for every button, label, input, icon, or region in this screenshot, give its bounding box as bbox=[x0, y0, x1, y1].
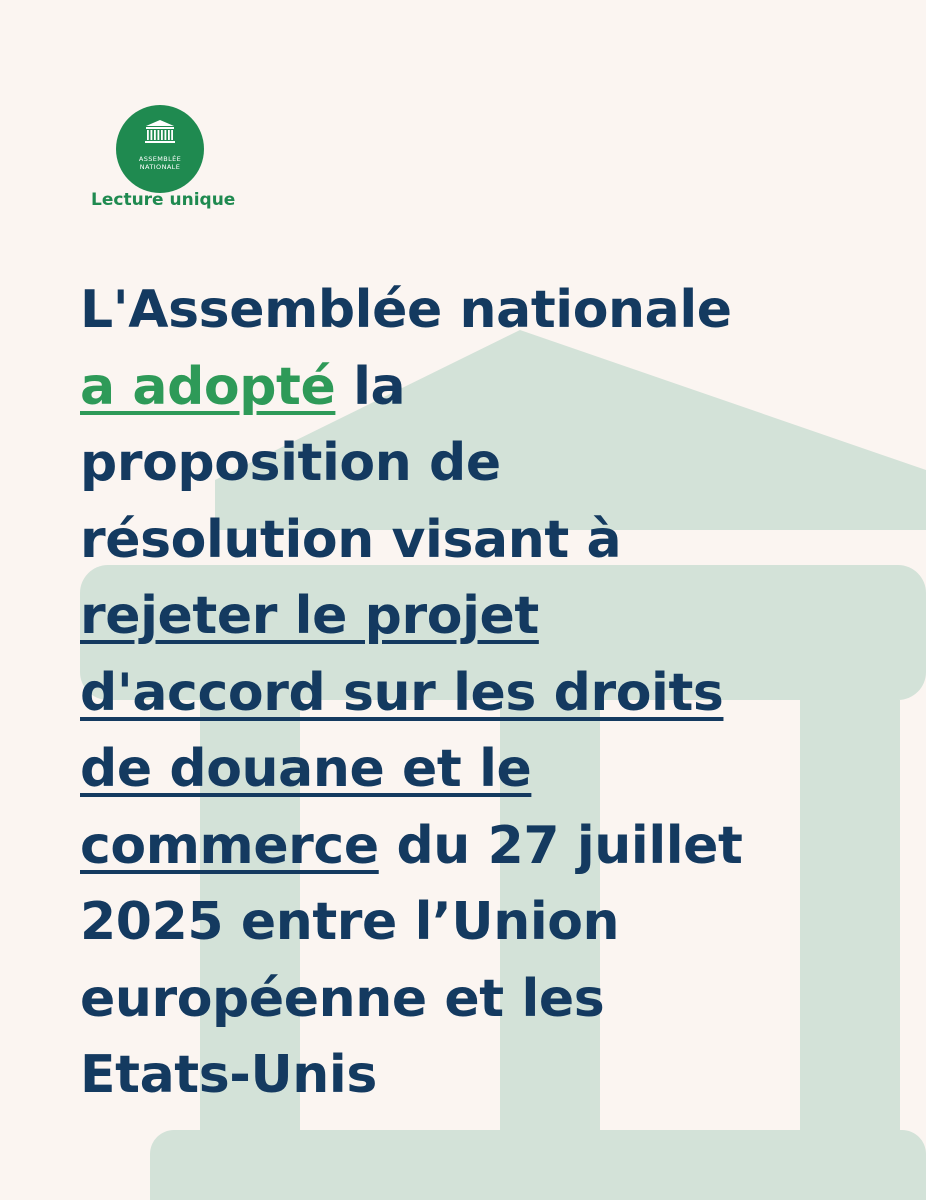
headline-line-5 bbox=[80, 578, 900, 655]
headline bbox=[80, 272, 900, 1114]
assemblee-nationale-building-icon bbox=[116, 105, 204, 155]
logo-text-line1: ASSEMBLÉE bbox=[138, 155, 182, 163]
headline-line-8-rest: du 27 juillet bbox=[378, 815, 743, 876]
headline-line-11: Etats-Unis bbox=[80, 1045, 377, 1105]
project-link-part-4[interactable]: commerce bbox=[80, 815, 379, 876]
project-link-part-1[interactable]: rejeter le projet bbox=[80, 586, 539, 646]
headline-line-2-rest: la bbox=[335, 356, 406, 417]
assemblee-nationale-logo bbox=[116, 105, 204, 193]
logo-text-line2: NATIONALE bbox=[139, 163, 181, 171]
headline-line-1: L'Assemblée nationale bbox=[80, 280, 732, 340]
headline-line-7 bbox=[80, 731, 900, 808]
building-base bbox=[150, 1130, 926, 1200]
headline-line-4: résolution visant à bbox=[80, 509, 622, 570]
adopted-highlight-link[interactable]: a adopté bbox=[80, 356, 336, 417]
project-link-part-3[interactable]: de douane et le bbox=[80, 739, 532, 799]
headline-line-2 bbox=[80, 349, 900, 426]
project-link-part-2[interactable]: d'accord sur les droits bbox=[80, 662, 724, 723]
headline-line-9: 2025 entre l’Union bbox=[80, 892, 620, 952]
logo-circle bbox=[116, 105, 204, 193]
headline-line-8 bbox=[80, 808, 900, 885]
reading-type-label: Lecture unique bbox=[91, 190, 236, 210]
headline-line-3: proposition de bbox=[80, 433, 501, 493]
headline-line-6 bbox=[80, 655, 900, 732]
headline-line-10: européenne et les bbox=[80, 968, 605, 1029]
